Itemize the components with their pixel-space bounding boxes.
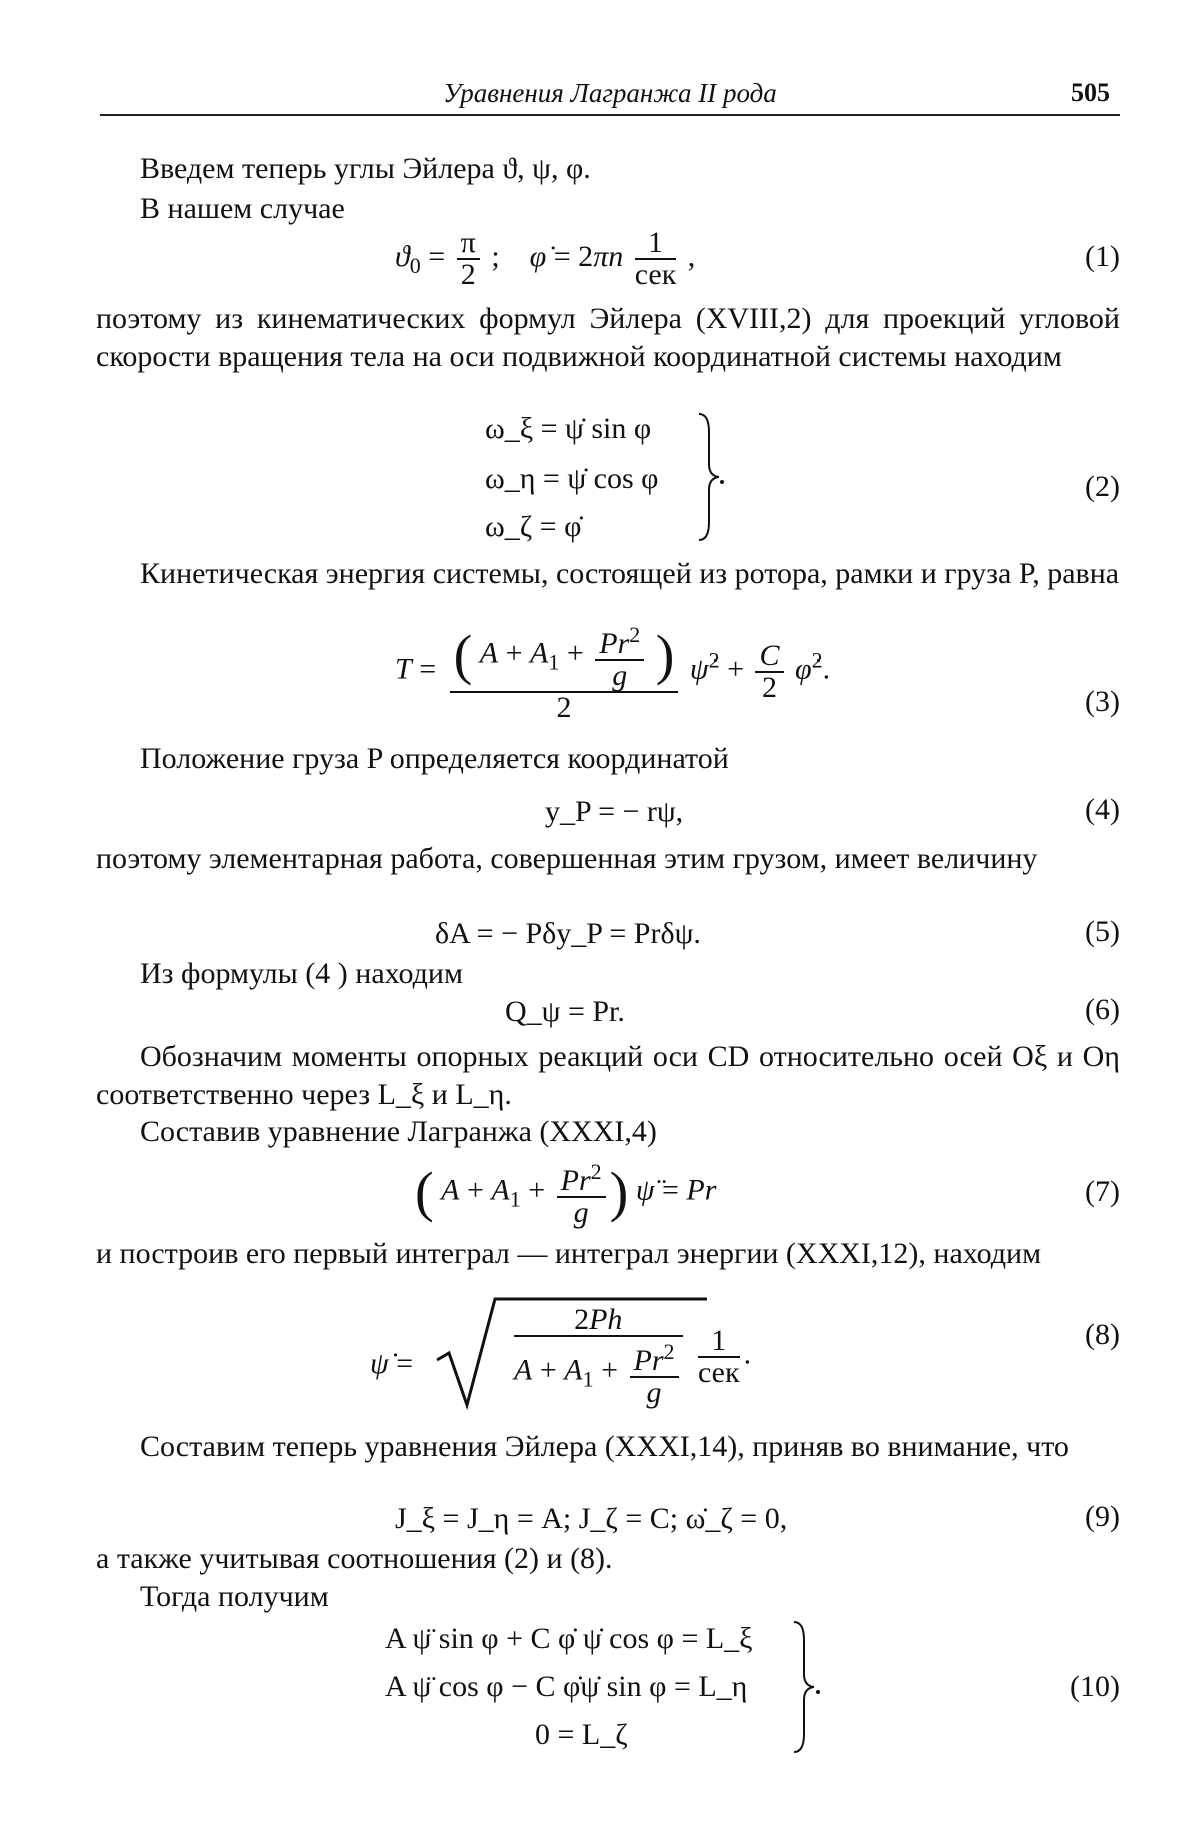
paragraph-position: Положение груза P определяется координатой bbox=[140, 742, 729, 775]
paragraph-moments: Обозначим моменты опорных реакций оси CD относительно осей Oξ и Oη соответственно через L_ξ и L_η. bbox=[96, 1040, 1120, 1111]
equation-5-number: (5) bbox=[1085, 915, 1120, 948]
equation-10-line-2: A ψ̈ cos φ − C φ̇ψ̇ sin φ = L_η bbox=[385, 1670, 748, 1703]
equation-5: δA = − Pδy_P = Prδψ. bbox=[435, 917, 701, 950]
equation-10-line-1: A ψ̈ sin φ + C φ̇ ψ̇ cos φ = L_ξ bbox=[385, 1622, 753, 1655]
equation-9: J_ξ = J_η = A; J_ζ = C; ω̇_ζ = 0, bbox=[395, 1502, 788, 1535]
equation-4-number: (4) bbox=[1085, 793, 1120, 826]
paragraph-our-case: В нашем случае bbox=[140, 192, 345, 225]
equation-10-number: (10) bbox=[1070, 1670, 1120, 1703]
equation-3: T = ( $A + A_1$ + $\frac{Pr^2}{g}$ ) 2 ψ̇$^2$ + $\frac{C}{2}$ φ̇$^2$. bbox=[395, 622, 831, 724]
equation-2-line-3: ω_ζ = φ̇ bbox=[485, 510, 582, 543]
page-number: 505 bbox=[1071, 78, 1110, 107]
equation-2-line-1: ω_ξ = ψ̇ sin φ bbox=[485, 412, 652, 445]
equation-7: ( $A + A_1$ + $\frac{Pr^2}{g}$ ) ψ̈ = Pr bbox=[415, 1159, 717, 1229]
header-title: Уравнения Лагранжа II рода bbox=[443, 78, 777, 108]
equation-10-brace bbox=[790, 1620, 824, 1755]
equation-6-number: (6) bbox=[1085, 993, 1120, 1026]
paragraph-euler-equations: Составим теперь уравнения Эйлера (XXXI,14), приняв во внимание, что bbox=[140, 1430, 1069, 1463]
paragraph-work: поэтому элементарная работа, совершенная этим грузом, имеет величину bbox=[96, 842, 1038, 875]
paragraph-then: Тогда получим bbox=[140, 1580, 329, 1613]
equation-9-number: (9) bbox=[1085, 1500, 1120, 1533]
paragraph-kinematic: поэтому из кинематических формул Эйлера (XVIII,2) для проекций угловой скорости вращения тела на оси подвижной координатной системы находим bbox=[96, 302, 1120, 373]
equation-2-line-2: ω_η = ψ̇ cos φ bbox=[485, 462, 659, 495]
equation-8-number: (8) bbox=[1085, 1318, 1120, 1351]
equation-1-number: (1) bbox=[1085, 240, 1120, 273]
equation-3-number: (3) bbox=[1085, 685, 1120, 718]
equation-6: Q_ψ = Pr. bbox=[505, 995, 625, 1028]
equation-4: y_P = − rψ, bbox=[545, 795, 684, 828]
equation-8-fraction: 2Ph $A + A_1$ + $\frac{Pr^2}{g}$ $\frac{1}{\text{сек}}$ . bbox=[514, 1303, 752, 1409]
equation-8-lhs: ψ̇ = bbox=[370, 1347, 414, 1380]
paragraph-from-formula: Из формулы (4 ) находим bbox=[140, 957, 463, 990]
equation-10-line-3: 0 = L_ζ bbox=[535, 1718, 628, 1751]
paragraph-lagrange: Составив уравнение Лагранжа (XXXI,4) bbox=[140, 1115, 657, 1148]
running-header bbox=[100, 74, 1120, 116]
paragraph-considering: а также учитывая соотношения (2) и (8). bbox=[96, 1542, 613, 1575]
equation-2-number: (2) bbox=[1085, 470, 1120, 503]
equation-2-brace bbox=[695, 412, 725, 542]
equation-1: $ϑ_0$ = $\frac{\pi}{2}$ ; φ̇ = 2πn $\frac{1}{\text{сек}}$ , bbox=[395, 226, 696, 291]
paragraph-euler-angles: Введем теперь углы Эйлера ϑ, ψ, φ. bbox=[140, 152, 591, 185]
paragraph-integral: и построив его первый интеграл — интеграл энергии (XXXI,12), находим bbox=[96, 1237, 1042, 1270]
equation-7-number: (7) bbox=[1085, 1175, 1120, 1208]
paragraph-kinetic-energy: Кинетическая энергия системы, состоящей из ротора, рамки и груза P, равна bbox=[140, 557, 1120, 590]
